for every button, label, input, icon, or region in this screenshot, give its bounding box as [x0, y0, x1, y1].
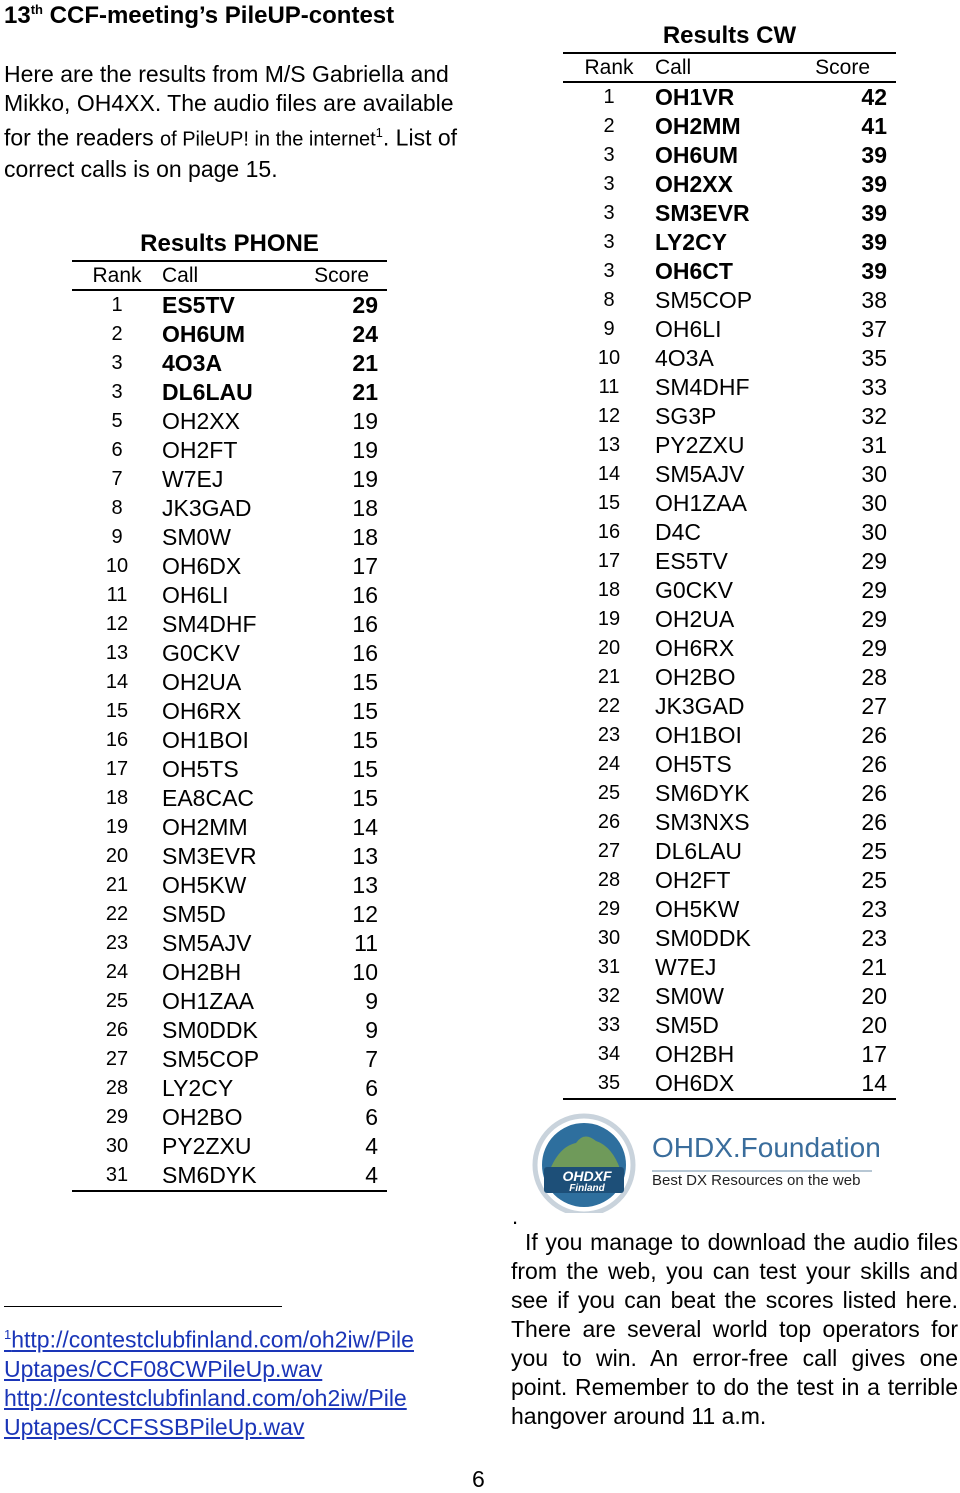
call-cell: OH6DX [655, 1069, 815, 1099]
cw-table-title: Results CW [662, 22, 797, 49]
call-cell: OH6CT [655, 258, 733, 284]
score-cell: 39 [861, 200, 887, 226]
table-row [563, 431, 896, 460]
score-cell: 9 [365, 988, 378, 1014]
rank-cell: 34 [597, 1043, 621, 1065]
score-cell: 30 [861, 490, 887, 516]
score-cell: 6 [365, 1104, 378, 1130]
score-cell: 15 [352, 698, 378, 724]
rank-cell: 3 [111, 381, 123, 403]
table-row [72, 610, 387, 639]
intro-paragraph: Here are the results from M/S Gabriella and Mikko, OH4XX. The audio files are available for the readers of PileUP! in the internet$^1$. List of correct calls is on page 15. [4, 61, 458, 182]
score-cell: 19 [352, 408, 378, 434]
rank-cell: 12 [597, 405, 621, 427]
call-cell: OH2XX [162, 408, 240, 434]
call-cell: SM5AJV [162, 930, 252, 956]
rank-cell: 9 [111, 526, 123, 548]
table-row [563, 489, 896, 518]
table-row [72, 726, 387, 755]
rank-cell: 14 [105, 671, 129, 693]
table-row [72, 900, 387, 929]
score-cell: 35 [861, 345, 887, 371]
call-cell: SM5AJV [655, 461, 745, 487]
score-cell: 21 [352, 350, 378, 376]
rank-cell: 27 [597, 840, 621, 862]
score-header: Score [312, 261, 387, 290]
score-cell: 25 [861, 867, 887, 893]
table-row [72, 871, 387, 900]
table-row [563, 518, 896, 547]
call-cell: ES5TV [162, 292, 235, 318]
score-cell: 39 [861, 171, 887, 197]
score-cell: 26 [861, 809, 887, 835]
score-cell: 6 [365, 1075, 378, 1101]
call-cell: OH6LI [655, 316, 722, 342]
rank-cell: 11 [106, 584, 128, 606]
table-row [72, 1045, 387, 1074]
score-cell: 16 [352, 611, 378, 637]
call-cell: DL6LAU [162, 379, 253, 405]
table-row [563, 402, 896, 431]
call-cell: SM0DDK [162, 1017, 258, 1043]
rank-cell: 8 [111, 497, 123, 519]
footnote-cw-audio-link[interactable]: $^1$http://contestclubfinland.com/oh2iw/Pile Uptapes/CCF08CWPileUp.wav [4, 1326, 414, 1382]
score-cell: 30 [861, 461, 887, 487]
table-row [72, 987, 387, 1016]
call-cell: OH2XX [655, 171, 733, 197]
call-cell: JK3GAD [162, 495, 252, 521]
score-cell: 29 [861, 577, 887, 603]
logo-badge-text: OHDXF Finland [562, 1168, 612, 1194]
table-row [563, 170, 896, 199]
table-row [563, 982, 896, 1011]
table-row [72, 581, 387, 610]
download-note-paragraph: If you manage to download the audio files from the web, you can test your skills and see if you can beat the scores listed here. There are several world top operators for you to win. An error-free call gives one point. Remember to do the test in a terrible hangover around 11 a.m. [511, 1229, 958, 1429]
rank-cell: 18 [105, 787, 129, 809]
table-row [72, 494, 387, 523]
call-cell: SM3EVR [162, 843, 257, 869]
rank-cell: 33 [597, 1014, 621, 1036]
rank-cell: 14 [597, 463, 621, 485]
call-cell: OH2BH [655, 1041, 735, 1067]
call-header: Call [655, 53, 815, 82]
call-cell: W7EJ [162, 466, 224, 492]
call-cell: SG3P [655, 403, 717, 429]
rank-cell: 24 [597, 753, 621, 775]
rank-cell: 30 [105, 1135, 129, 1157]
score-cell: 32 [861, 403, 887, 429]
score-cell: 18 [352, 524, 378, 550]
score-cell: 38 [861, 287, 887, 313]
table-row [72, 784, 387, 813]
table-row [72, 842, 387, 871]
table-row [72, 320, 387, 349]
logo-wordmark: OHDX.Foundation [652, 1132, 881, 1163]
score-cell: 20 [861, 1012, 887, 1038]
score-cell: 29 [861, 635, 887, 661]
score-cell: 23 [861, 925, 887, 951]
table-row [563, 605, 896, 634]
table-row [72, 668, 387, 697]
call-cell: PY2ZXU [655, 432, 745, 458]
rank-cell: 35 [563, 1069, 655, 1099]
rank-cell: 22 [597, 695, 621, 717]
table-row [72, 523, 387, 552]
score-header: Score [815, 53, 896, 82]
call-cell: OH2UA [162, 669, 242, 695]
call-cell: JK3GAD [655, 693, 745, 719]
phone-table-title: Results PHONE [140, 230, 319, 257]
rank-cell: 25 [597, 782, 621, 804]
score-cell: 29 [352, 292, 378, 318]
score-cell: 28 [861, 664, 887, 690]
score-cell: 29 [861, 548, 887, 574]
score-cell: 30 [861, 519, 887, 545]
call-cell: OH1VR [655, 84, 735, 110]
rank-cell: 9 [603, 318, 615, 340]
score-cell: 15 [352, 669, 378, 695]
score-cell: 11 [354, 930, 378, 956]
table-row [72, 813, 387, 842]
rank-cell: 21 [597, 666, 621, 688]
table-row [72, 436, 387, 465]
rank-cell: 28 [105, 1077, 129, 1099]
call-cell: OH2FT [655, 867, 731, 893]
table-row [72, 465, 387, 494]
rank-cell: 6 [111, 439, 123, 461]
call-cell: SM5D [162, 901, 226, 927]
rank-cell: 17 [105, 758, 129, 780]
score-cell: 42 [861, 84, 887, 110]
page-title: 13th CCF-meeting’s PileUP-contest [4, 2, 395, 29]
logo-tagline: Best DX Resources on the web [652, 1172, 861, 1189]
call-cell: OH2MM [655, 113, 741, 139]
phone-results-table [72, 228, 387, 1192]
footnote-reference: 1 [375, 125, 383, 140]
call-cell: G0CKV [655, 577, 733, 603]
call-cell: EA8CAC [162, 785, 255, 811]
call-cell: DL6LAU [655, 838, 742, 864]
call-cell: OH6DX [162, 553, 242, 579]
score-cell: 15 [352, 727, 378, 753]
call-cell: SM0DDK [655, 925, 751, 951]
stray-period: . [512, 1204, 519, 1229]
call-cell: OH2BO [655, 664, 736, 690]
rank-cell: 16 [105, 729, 129, 751]
rank-cell: 24 [105, 961, 129, 983]
call-cell: D4C [655, 519, 702, 545]
table-row [72, 407, 387, 436]
rank-cell: 20 [105, 845, 129, 867]
rank-cell: 15 [105, 700, 129, 722]
rank-cell: 3 [603, 173, 615, 195]
call-cell: OH2FT [162, 437, 238, 463]
score-cell: 17 [352, 553, 378, 579]
call-cell: SM6DYK [162, 1161, 312, 1191]
call-cell: OH6RX [655, 635, 735, 661]
score-cell: 9 [365, 1017, 378, 1043]
rank-cell: 25 [105, 990, 129, 1012]
score-cell: 19 [352, 466, 378, 492]
score-cell: 26 [861, 722, 887, 748]
cw-results-table [563, 20, 896, 1100]
call-cell: OH2BO [162, 1104, 243, 1130]
rank-cell: 26 [105, 1019, 129, 1041]
call-cell: OH1BOI [162, 727, 249, 753]
score-cell: 37 [861, 316, 887, 342]
call-cell: SM0W [162, 524, 231, 550]
rank-header: Rank [72, 261, 162, 290]
call-cell: OH2MM [162, 814, 248, 840]
rank-cell: 31 [597, 956, 621, 978]
table-row [72, 929, 387, 958]
call-cell: SM6DYK [655, 780, 750, 806]
score-cell: 23 [861, 896, 887, 922]
score-cell: 24 [352, 321, 378, 347]
call-cell: W7EJ [655, 954, 717, 980]
call-cell: SM3EVR [655, 200, 750, 226]
table-row [72, 1074, 387, 1103]
table-row [563, 721, 896, 750]
score-cell: 18 [352, 495, 378, 521]
rank-cell: 3 [111, 352, 123, 374]
rank-cell: 26 [597, 811, 621, 833]
table-row [563, 82, 896, 112]
table-row [563, 1040, 896, 1069]
score-cell: 13 [352, 843, 378, 869]
rank-cell: 3 [603, 231, 615, 253]
score-cell: 10 [352, 959, 378, 985]
rank-cell: 23 [597, 724, 621, 746]
call-header: Call [162, 261, 312, 290]
score-cell: 39 [861, 142, 887, 168]
call-cell: PY2ZXU [162, 1133, 252, 1159]
table-row [563, 315, 896, 344]
table-row [72, 552, 387, 581]
score-cell: 16 [352, 640, 378, 666]
rank-cell: 19 [105, 816, 129, 838]
table-row [563, 866, 896, 895]
rank-cell: 28 [597, 869, 621, 891]
score-cell: 26 [861, 751, 887, 777]
table-row [563, 112, 896, 141]
score-cell: 15 [352, 756, 378, 782]
call-cell: OH1ZAA [655, 490, 748, 516]
score-cell: 14 [352, 814, 378, 840]
call-cell: LY2CY [162, 1075, 234, 1101]
rank-cell: 21 [105, 874, 129, 896]
score-cell: 26 [861, 780, 887, 806]
rank-cell: 3 [603, 202, 615, 224]
table-row [563, 547, 896, 576]
call-cell: 4O3A [162, 350, 223, 376]
table-row [563, 924, 896, 953]
table-row [563, 576, 896, 605]
score-cell: 27 [861, 693, 887, 719]
rank-cell: 1 [603, 86, 615, 108]
table-row [72, 958, 387, 987]
call-cell: OH2UA [655, 606, 735, 632]
table-row [563, 779, 896, 808]
table-row [563, 895, 896, 924]
table-row [563, 692, 896, 721]
rank-cell: 13 [105, 642, 129, 664]
table-row [563, 663, 896, 692]
rank-cell: 3 [603, 260, 615, 282]
call-cell: SM5D [655, 1012, 719, 1038]
rank-cell: 18 [597, 579, 621, 601]
call-cell: OH5TS [162, 756, 239, 782]
rank-cell: 29 [597, 898, 621, 920]
score-cell: 39 [861, 258, 887, 284]
table-row [563, 460, 896, 489]
rank-cell: 8 [603, 289, 615, 311]
score-cell: 31 [861, 432, 887, 458]
rank-cell: 16 [597, 521, 621, 543]
rank-cell: 2 [111, 323, 123, 345]
rank-cell: 15 [597, 492, 621, 514]
rank-cell: 32 [597, 985, 621, 1007]
rank-cell: 2 [603, 115, 615, 137]
call-cell: SM5COP [162, 1046, 260, 1072]
rank-cell: 17 [597, 550, 621, 572]
score-cell: 14 [815, 1069, 896, 1099]
call-cell: LY2CY [655, 229, 728, 255]
rank-cell: 3 [603, 144, 615, 166]
rank-cell: 10 [105, 555, 129, 577]
score-cell: 21 [861, 954, 887, 980]
rank-cell: 11 [598, 376, 620, 398]
table-row [563, 1069, 896, 1099]
table-row [563, 257, 896, 286]
table-row [72, 755, 387, 784]
call-cell: OH6UM [655, 142, 739, 168]
score-cell: 19 [352, 437, 378, 463]
call-cell: OH6LI [162, 582, 229, 608]
score-cell: 39 [861, 229, 887, 255]
call-cell: OH5KW [162, 872, 247, 898]
call-cell: OH1ZAA [162, 988, 255, 1014]
table-row [72, 639, 387, 668]
table-row [72, 697, 387, 726]
table-row [563, 634, 896, 663]
table-row [563, 141, 896, 170]
rank-cell: 7 [111, 468, 123, 490]
table-row [72, 1016, 387, 1045]
rank-cell: 27 [105, 1048, 129, 1070]
table-row [72, 1103, 387, 1132]
score-cell: 29 [861, 606, 887, 632]
cw-header-row [563, 53, 896, 82]
table-row [563, 953, 896, 982]
score-cell: 20 [861, 983, 887, 1009]
call-cell: SM0W [655, 983, 724, 1009]
table-row [563, 750, 896, 779]
score-cell: 41 [861, 113, 887, 139]
rank-cell: 13 [597, 434, 621, 456]
table-row [563, 228, 896, 257]
call-cell: G0CKV [162, 640, 240, 666]
rank-cell: 29 [105, 1106, 129, 1128]
table-row [563, 808, 896, 837]
page-number: 6 [472, 1466, 485, 1492]
score-cell: 7 [365, 1046, 378, 1072]
rank-cell: 1 [111, 294, 123, 316]
call-cell: SM4DHF [162, 611, 257, 637]
rank-cell: 10 [597, 347, 621, 369]
call-cell: ES5TV [655, 548, 728, 574]
phone-header-row [72, 261, 387, 290]
score-cell: 15 [352, 785, 378, 811]
rank-header: Rank [563, 53, 655, 82]
rank-cell: 31 [72, 1161, 162, 1191]
call-cell: OH2BH [162, 959, 242, 985]
call-cell: 4O3A [655, 345, 714, 371]
call-cell: OH5KW [655, 896, 740, 922]
table-row [563, 344, 896, 373]
rank-cell: 19 [597, 608, 621, 630]
score-cell: 25 [861, 838, 887, 864]
table-row [72, 349, 387, 378]
call-cell: OH6UM [162, 321, 246, 347]
table-row [72, 290, 387, 320]
footnote [4, 1320, 464, 1442]
call-cell: SM3NXS [655, 809, 750, 835]
table-row [563, 1011, 896, 1040]
table-row [563, 286, 896, 315]
call-cell: SM4DHF [655, 374, 750, 400]
table-row [563, 373, 896, 402]
rank-cell: 23 [105, 932, 129, 954]
table-row [72, 1161, 387, 1191]
call-cell: OH5TS [655, 751, 732, 777]
score-cell: 16 [352, 582, 378, 608]
score-cell: 4 [365, 1133, 378, 1159]
rank-cell: 30 [597, 927, 621, 949]
call-cell: SM5COP [655, 287, 753, 313]
call-cell: OH6RX [162, 698, 242, 724]
table-row [563, 837, 896, 866]
table-row [72, 378, 387, 407]
score-cell: 13 [352, 872, 378, 898]
footnote-ssb-audio-link[interactable]: http://contestclubfinland.com/oh2iw/Pile Uptapes/CCFSSBPileUp.wav [4, 1384, 407, 1440]
score-cell: 17 [861, 1041, 887, 1067]
score-cell: 12 [352, 901, 378, 927]
table-row [563, 199, 896, 228]
footnote-separator [4, 1306, 282, 1307]
table-row [72, 1132, 387, 1161]
rank-cell: 20 [597, 637, 621, 659]
score-cell: 33 [861, 374, 887, 400]
call-cell: OH1BOI [655, 722, 742, 748]
score-cell: 21 [352, 379, 378, 405]
footnote-mark: 1 [4, 1327, 12, 1342]
rank-cell: 12 [105, 613, 129, 635]
rank-cell: 5 [111, 410, 123, 432]
rank-cell: 22 [105, 903, 129, 925]
score-cell: 4 [312, 1161, 387, 1191]
